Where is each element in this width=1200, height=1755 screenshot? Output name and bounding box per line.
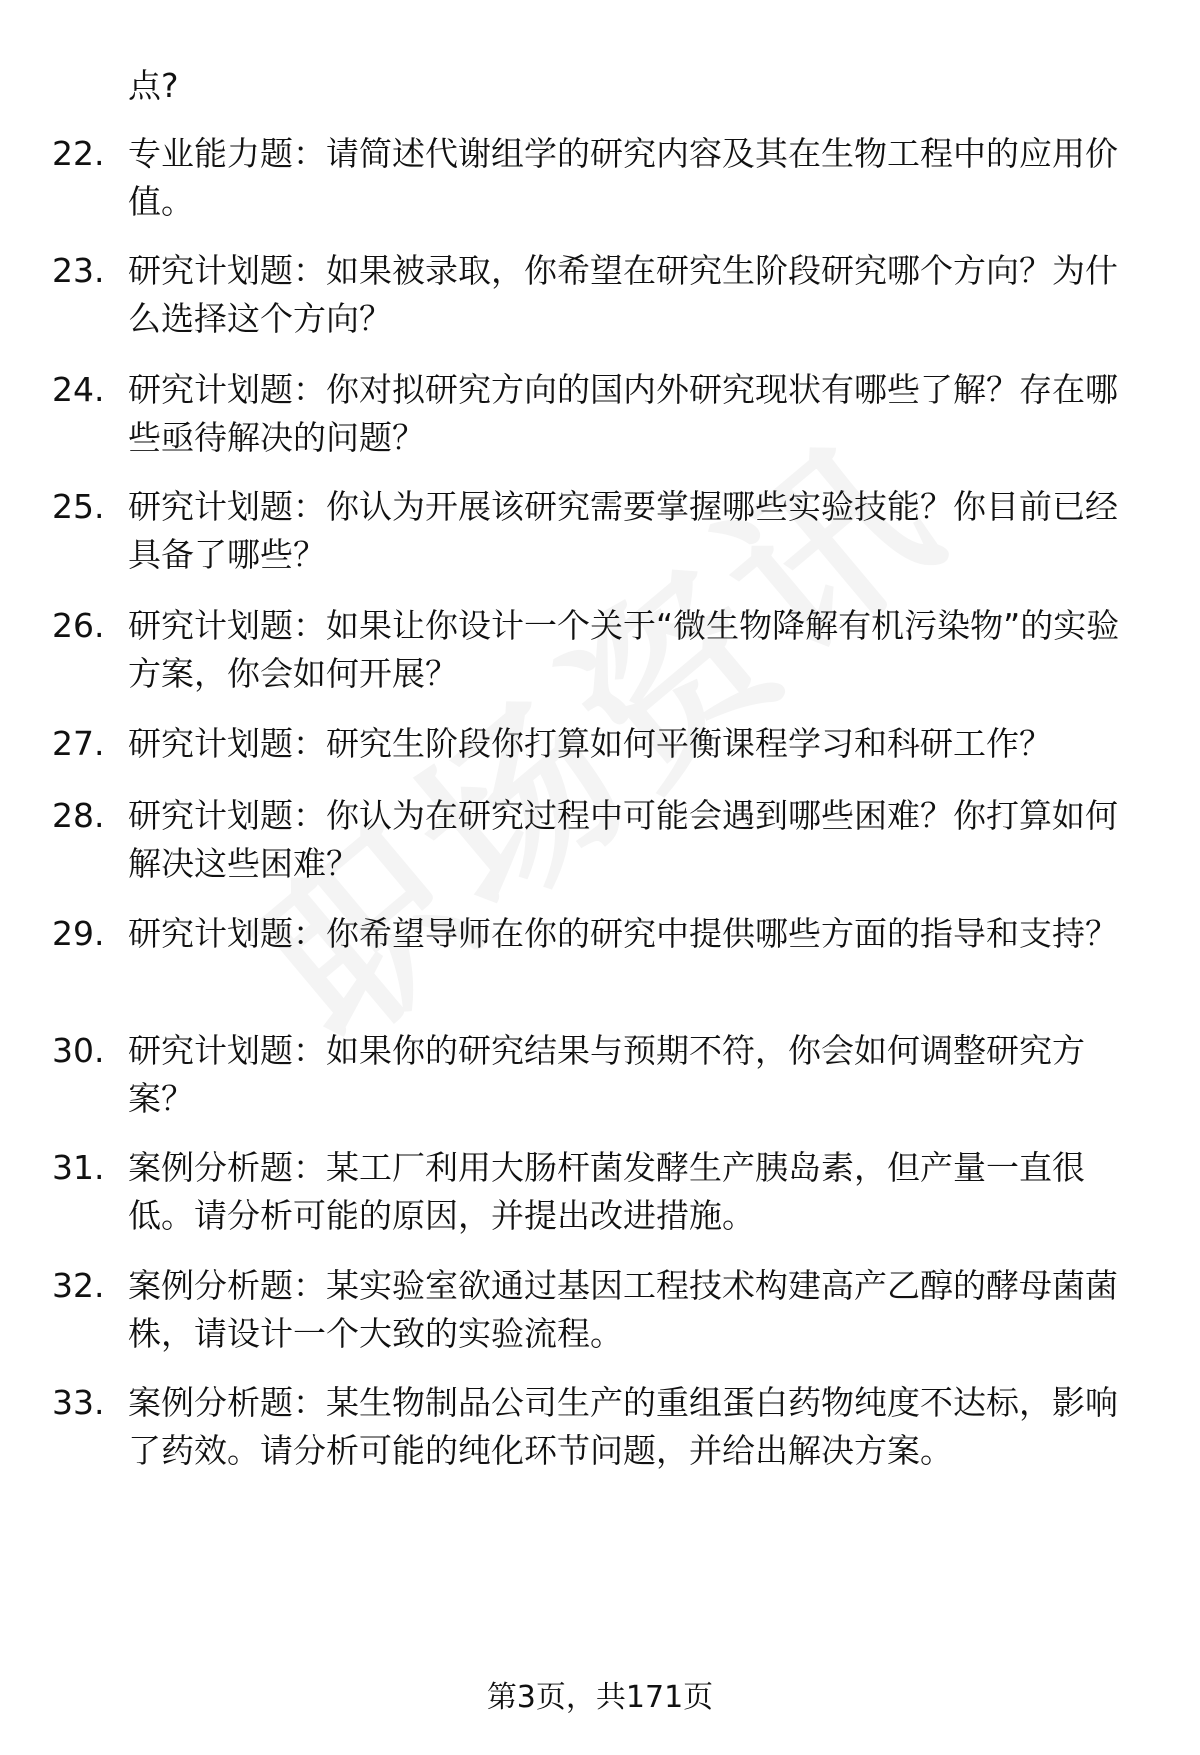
- question-number: 33.: [52, 1383, 105, 1422]
- question-number: 26.: [52, 606, 105, 645]
- question-number: 25.: [52, 487, 105, 526]
- question-text: 研究计划题：如果被录取，你希望在研究生阶段研究哪个方向？为什么选择这个方向？: [128, 251, 1118, 338]
- question-text: 研究计划题：你认为在研究过程中可能会遇到哪些困难？你打算如何解决这些困难？: [128, 796, 1118, 883]
- question-number: 28.: [52, 796, 105, 835]
- question-text: 案例分析题：某生物制品公司生产的重组蛋白药物纯度不达标，影响了药效。请分析可能的纯化环节问题，并给出解决方案。: [128, 1383, 1118, 1470]
- question-number: 31.: [52, 1148, 105, 1187]
- question-text: 研究计划题：如果让你设计一个关于“微生物降解有机污染物”的实验方案，你会如何开展？: [128, 606, 1120, 693]
- question-number: 29.: [52, 914, 105, 953]
- question-text: 研究计划题：你对拟研究方向的国内外研究现状有哪些了解？存在哪些亟待解决的问题？: [128, 370, 1118, 457]
- question-text: 专业能力题：请简述代谢组学的研究内容及其在生物工程中的应用价值。: [128, 134, 1118, 221]
- question-number: 23.: [52, 251, 105, 290]
- question-text: 案例分析题：某工厂利用大肠杆菌发酵生产胰岛素，但产量一直很低。请分析可能的原因，并提出改进措施。: [128, 1148, 1085, 1235]
- question-number: 22.: [52, 134, 105, 173]
- question-text: 研究计划题：你认为开展该研究需要掌握哪些实验技能？你目前已经具备了哪些？: [128, 487, 1118, 574]
- question-number: 32.: [52, 1266, 105, 1305]
- continuation-text: 点?: [128, 66, 179, 105]
- question-text: 案例分析题：某实验室欲通过基因工程技术构建高产乙醇的酵母菌菌株，请设计一个大致的实验流程。: [128, 1266, 1118, 1353]
- question-text: 研究计划题：如果你的研究结果与预期不符，你会如何调整研究方案？: [128, 1031, 1085, 1118]
- question-text: 研究计划题：你希望导师在你的研究中提供哪些方面的指导和支持？: [128, 914, 1118, 953]
- question-number: 24.: [52, 370, 105, 409]
- question-text: 研究计划题：研究生阶段你打算如何平衡课程学习和科研工作？: [128, 724, 1052, 763]
- question-number: 27.: [52, 724, 105, 763]
- page-footer: 第3页，共171页: [486, 1680, 714, 1715]
- question-number: 30.: [52, 1031, 105, 1070]
